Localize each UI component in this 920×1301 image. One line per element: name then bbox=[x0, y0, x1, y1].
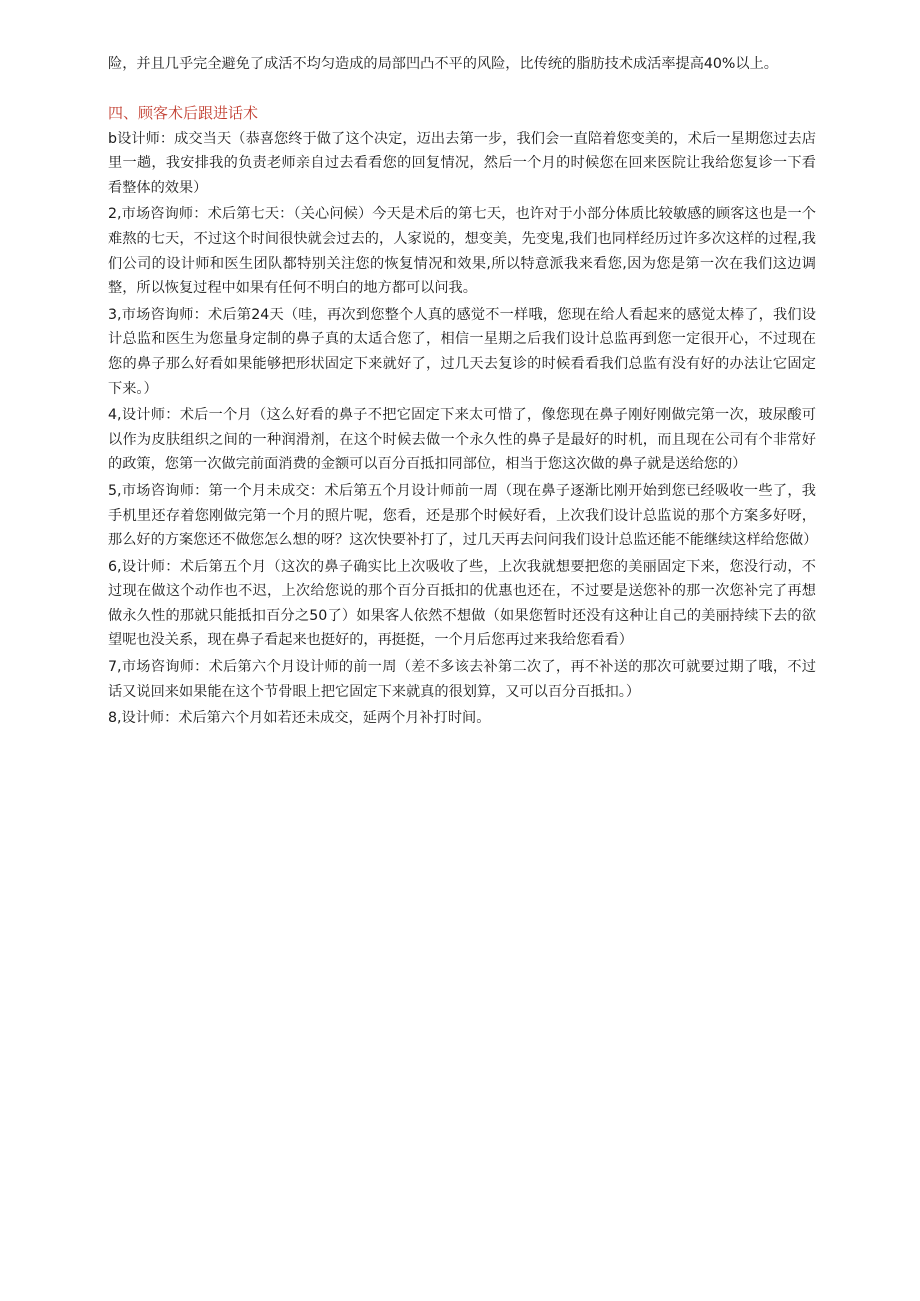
section-heading: 四、顾客术后跟进话术 bbox=[108, 103, 259, 122]
list-item: 5,市场咨询师：第一个月未成交：术后第五个月设计师前一周（现在鼻子逐渐比刚开始到您已经吸收一些了，我手机里还存着您刚做完第一个月的照片呢，您看，还是那个时候好看，上次我们设计总监说的那个方案多好呀，那么好的方案您还不做您怎么想的呀？这次快要补打了，过几天再去问问我们设计总监还能不能继续这样给您做） bbox=[108, 482, 818, 549]
followup-list bbox=[108, 127, 816, 731]
list-item: 3,市场咨询师：术后第24天（哇，再次到您整个人真的感觉不一样哦，您现在给人看起来的感觉太棒了，我们设计总监和医生为您量身定制的鼻子真的太适合您了，相信一星期之后我们设计总监再到您一定很开心，不过现在您的鼻子那么好看如果能够把形状固定下来就好了，过几天去复诊的时候看看我们总监有没有好的办法让它固定下来。） bbox=[108, 306, 816, 397]
list-item: 4,设计师：术后一个月（这么好看的鼻子不把它固定下来太可惜了，像您现在鼻子刚好刚做完第一次，玻尿酸可以作为皮肤组织之间的一种润滑剂，在这个时候去做一个永久性的鼻子是最好的时机，而且现在公司有个非常好的政策，您第一次做完前面消费的金额可以百分百抵扣同部位，相当于您这次做的鼻子就是送给您的） bbox=[108, 407, 816, 473]
list-item: 6,设计师：术后第五个月（这次的鼻子确实比上次吸收了些，上次我就想要把您的美丽固定下来，您没行动，不过现在做这个动作也不迟，上次给您说的那个百分百抵扣的优惠也还在，不过要是送您补的那一次您补完了再想做永久性的那就只能抵扣百分之50了）如果客人依然不想做（如果您暂时还没有这种让自己的美丽持续下去的欲望呢也没关系，现在鼻子看起来也挺好的，再挺挺，一个月后您再过来我给您看看） bbox=[108, 558, 816, 649]
document-page bbox=[108, 52, 816, 733]
list-item: 7,市场咨询师：术后第六个月设计师的前一周（差不多该去补第二次了，再不补送的那次可就要过期了哦，不过话又说回来如果能在这个节骨眼上把它固定下来就真的很划算，又可以百分百抵扣。） bbox=[108, 659, 816, 700]
list-item: b设计师：成交当天（恭喜您终于做了这个决定，迈出去第一步，我们会一直陪着您变美的，术后一星期您过去店里一趟，我安排我的负责老师亲自过去看看您的回复情况，然后一个月的时候您在回来医院让我给您复诊一下看看整体的效果） bbox=[108, 130, 816, 196]
intro-paragraph: 险，并且几乎完全避免了成活不均匀造成的局部凹凸不平的风险，比传统的脂肪技术成活率提高40%以上。 bbox=[108, 56, 778, 72]
list-item: 8,设计师：术后第六个月如若还未成交，延两个月补打时间。 bbox=[108, 710, 491, 727]
list-item: 2,市场咨询师：术后第七天：（关心问候）今天是术后的第七天，也许对于小部分体质比较敏感的顾客这也是一个难熬的七天，不过这个时间很快就会过去的，人家说的，想变美，先变鬼,我们也同样经历过许多次这样的过程,我们公司的设计师和医生团队都特别关注您的恢复情况和效果,所以特意派我来看您,因为您是第一次在我们这边调整，所以恢复过程中如果有任何不明白的地方都可以问我。 bbox=[108, 206, 816, 297]
